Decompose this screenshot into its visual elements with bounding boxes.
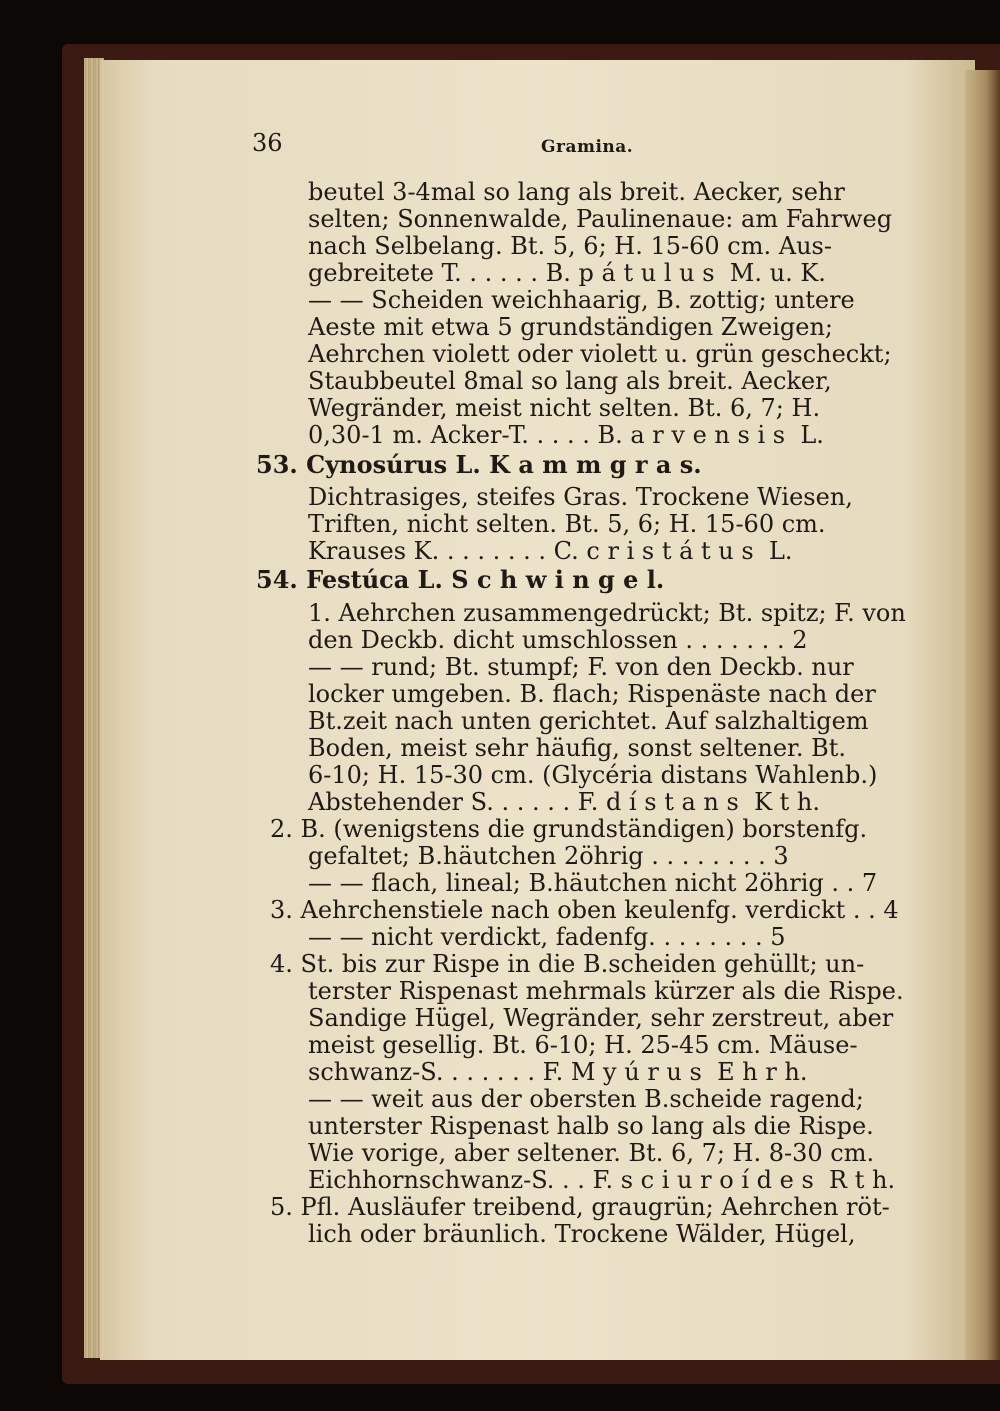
text-line: Krauses K. . . . . . . . C. c r i s t á t u s L. — [308, 537, 793, 565]
text-line: Wegränder, meist nicht selten. Bt. 6, 7; H. — [308, 394, 821, 422]
text-line: 0,30-1 m. Acker-T. . . . . B. a r v e n s i s L. — [308, 421, 824, 449]
text-line: locker umgeben. B. flach; Rispenäste nach der — [308, 680, 876, 708]
text-line: Eichhornschwanz-S. . . F. s c i u r o í d e s R t h. — [308, 1166, 896, 1194]
key-item: 3. Aehrchenstiele nach oben keulenfg. verdickt . . 4 — [270, 896, 899, 924]
text-line: terster Rispenast mehrmals kürzer als die Rispe. — [308, 977, 904, 1005]
key-item: 4. St. bis zur Rispe in die B.scheiden gehüllt; un- — [270, 950, 865, 978]
text-line: selten; Sonnenwalde, Paulinenaue: am Fahrweg — [308, 205, 893, 233]
text-line: den Deckb. dicht umschlossen . . . . . . . 2 — [308, 626, 808, 654]
key-item: 5. Pfl. Ausläufer treibend, graugrün; Aehrchen röt- — [270, 1193, 890, 1221]
key-item: 2. B. (wenigstens die grundständigen) borstenfg. — [270, 815, 868, 843]
text-line: — — Scheiden weichhaarig, B. zottig; untere — [308, 286, 855, 314]
text-line: Dichtrasiges, steifes Gras. Trockene Wiesen, — [308, 483, 853, 511]
running-title: Gramina. — [541, 137, 634, 157]
text-line: — — weit aus der obersten B.scheide ragend; — [308, 1085, 864, 1113]
text-line: Staubbeutel 8mal so lang als breit. Aecker, — [308, 367, 832, 395]
text-line: — — rund; Bt. stumpf; F. von den Deckb. nur — [308, 653, 854, 681]
text-line: — — flach, lineal; B.häutchen nicht 2öhrig . . 7 — [308, 869, 878, 897]
text-line: lich oder bräunlich. Trockene Wälder, Hügel, — [308, 1220, 856, 1248]
text-line: Aehrchen violett oder violett u. grün gescheckt; — [308, 340, 892, 368]
text-line: Aeste mit etwa 5 grundständigen Zweigen; — [308, 313, 833, 341]
text-line: Wie vorige, aber seltener. Bt. 6, 7; H. 8-30 cm. — [308, 1139, 875, 1167]
text-line: schwanz-S. . . . . . . F. M y ú r u s E h r h. — [308, 1058, 808, 1086]
text-line: Triften, nicht selten. Bt. 5, 6; H. 15-60 cm. — [308, 510, 826, 538]
genus-heading: 53. Cynosúrus L. K a m m g r a s. — [256, 450, 702, 479]
page-number: 36 — [252, 129, 283, 157]
text-line: Abstehender S. . . . . . F. d í s t a n s K t h. — [308, 788, 820, 816]
text-line: unterster Rispenast halb so lang als die Rispe. — [308, 1112, 874, 1140]
text-line: — — nicht verdickt, fadenfg. . . . . . . . 5 — [308, 923, 786, 951]
genus-heading: 54. Festúca L. S c h w i n g e l. — [256, 565, 665, 594]
text-line: gefaltet; B.häutchen 2öhrig . . . . . . . . 3 — [308, 842, 789, 870]
text-line: Sandige Hügel, Wegränder, sehr zerstreut, aber — [308, 1004, 894, 1032]
text-line: 1. Aehrchen zusammengedrückt; Bt. spitz; F. von — [308, 599, 906, 627]
text-line: meist gesellig. Bt. 6-10; H. 25-45 cm. Mäuse- — [308, 1031, 858, 1059]
text-line: beutel 3-4mal so lang als breit. Aecker, sehr — [308, 178, 845, 206]
text-line: gebreitete T. . . . . . B. p á t u l u s M. u. K. — [308, 259, 826, 287]
text-line: nach Selbelang. Bt. 5, 6; H. 15-60 cm. Aus- — [308, 232, 832, 260]
text-line: Boden, meist sehr häufig, sonst seltener. Bt. — [308, 734, 847, 762]
text-line: Bt.zeit nach unten gerichtet. Auf salzhaltigem — [308, 707, 869, 735]
text-line: 6-10; H. 15-30 cm. (Glycéria distans Wahlenb.) — [308, 761, 878, 789]
